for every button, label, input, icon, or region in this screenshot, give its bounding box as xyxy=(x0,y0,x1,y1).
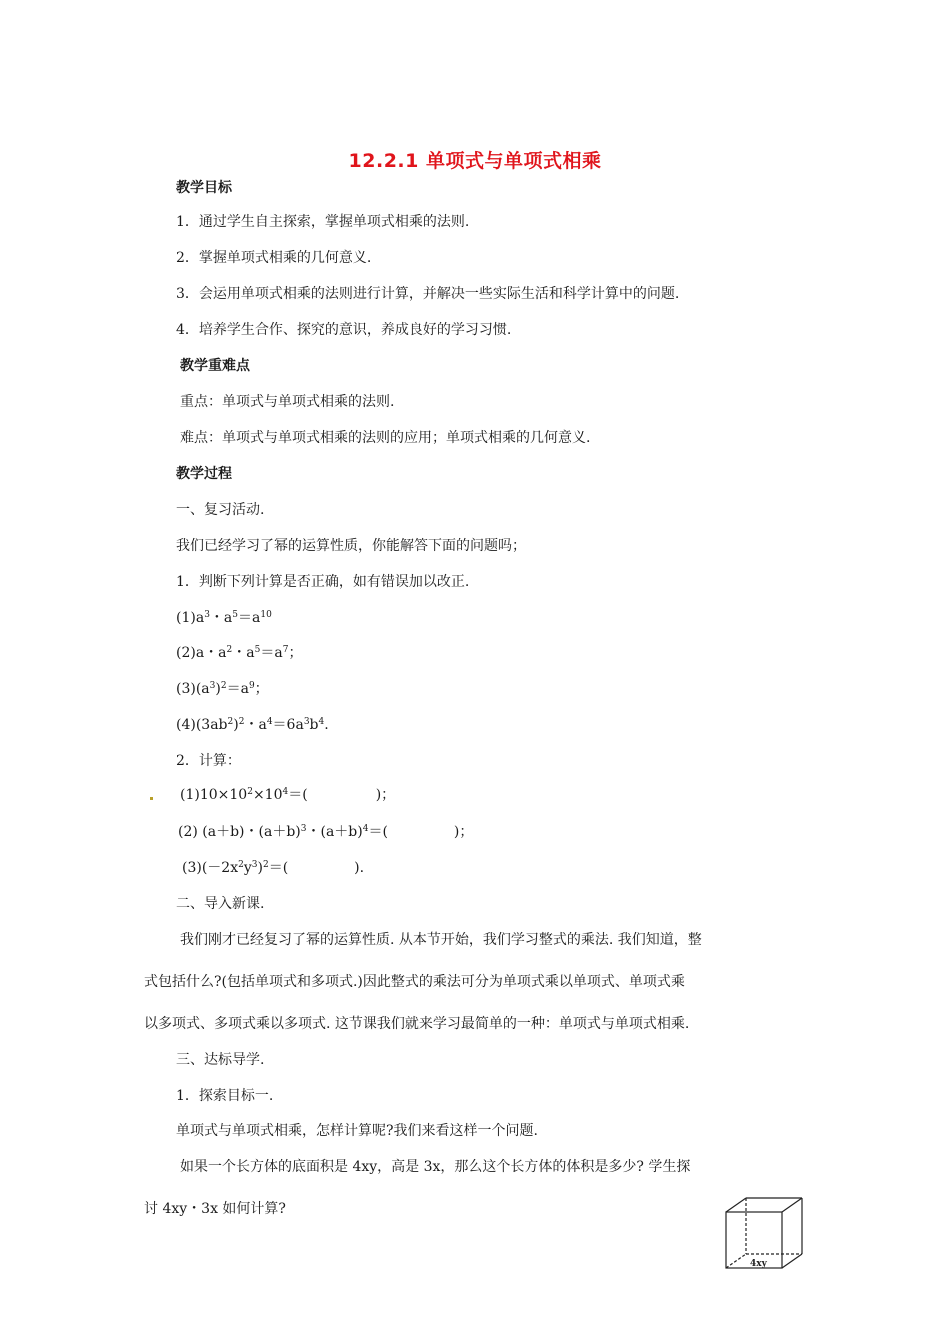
explore-question: 如果一个长方体的底面积是 4xy，高是 3x，那么这个长方体的体积是多少? 学生探 xyxy=(180,1159,691,1175)
section-intro: 二、导入新课. xyxy=(176,896,265,912)
objective-item: 4．培养学生合作、探究的意识，养成良好的学习习惯. xyxy=(176,322,512,338)
mark-dot xyxy=(150,797,153,800)
explore-goal: 1．探索目标一. xyxy=(176,1088,274,1104)
question-1: 1．判断下列计算是否正确，如有错误加以改正. xyxy=(176,574,470,590)
formula-3: $(3)(a^3)^2=a^9$； xyxy=(176,681,269,697)
calc-3: $(3)(-2x^2y^3)^2=$( ). xyxy=(182,860,365,876)
section-review: 一、复习活动. xyxy=(176,502,265,518)
objective-item: 3．会运用单项式相乘的法则进行计算，并解决一些实际生活和科学计算中的问题. xyxy=(176,286,680,302)
explore-question-end: 讨 4xy・3x 如何计算? xyxy=(144,1201,286,1217)
process-heading: 教学过程 xyxy=(176,466,232,482)
key-points-heading: 教学重难点 xyxy=(180,358,250,374)
question-2: 2．计算： xyxy=(176,753,241,769)
formula-4: $(4)(3ab^2)^2$・$a^4=6a^3b^4$. xyxy=(176,717,329,733)
review-intro: 我们已经学习了幂的运算性质，你能解答下面的问题吗； xyxy=(176,538,526,554)
formula-2: (2)a・$a^2$・$a^5=a^7$； xyxy=(176,645,303,661)
paragraph-line: 以多项式、多项式乘以多项式. 这节课我们就来学习最简单的一种：单项式与单项式相乘. xyxy=(144,1016,690,1032)
paragraph-line: 式包括什么?(包括单项式和多项式.)因此整式的乘法可分为单项式乘以单项式、单项式乘 xyxy=(144,974,685,990)
objective-item: 1．通过学生自主探索，掌握单项式相乘的法则. xyxy=(176,214,470,230)
paragraph-line: 我们刚才已经复习了幂的运算性质. 从本节开始，我们学习整式的乘法. 我们知道，整 xyxy=(180,932,702,948)
key-point: 重点：单项式与单项式相乘的法则. xyxy=(180,394,395,410)
section-guide: 三、达标导学. xyxy=(176,1052,265,1068)
cuboid-base-label: 4xy xyxy=(750,1259,767,1269)
calc-2: (2) (a＋b)・$(a+b)^3$・$(a+b)^4=$( )； xyxy=(178,824,474,840)
cuboid-figure xyxy=(722,1196,822,1276)
explore-text: 单项式与单项式相乘，怎样计算呢?我们来看这样一个问题. xyxy=(176,1123,538,1139)
difficulty-point: 难点：单项式与单项式相乘的法则的应用；单项式相乘的几何意义. xyxy=(180,430,591,446)
objective-item: 2．掌握单项式相乘的几何意义. xyxy=(176,250,372,266)
calc-1: $(1)10\times 10^2\times 10^4=$( )； xyxy=(180,787,396,803)
formula-1: $(1)a^3$・$a^5=a^{10}$ xyxy=(176,610,272,626)
objectives-heading: 教学目标 xyxy=(176,180,232,196)
page-title: 12.2.1 单项式与单项式相乘 xyxy=(348,150,602,172)
